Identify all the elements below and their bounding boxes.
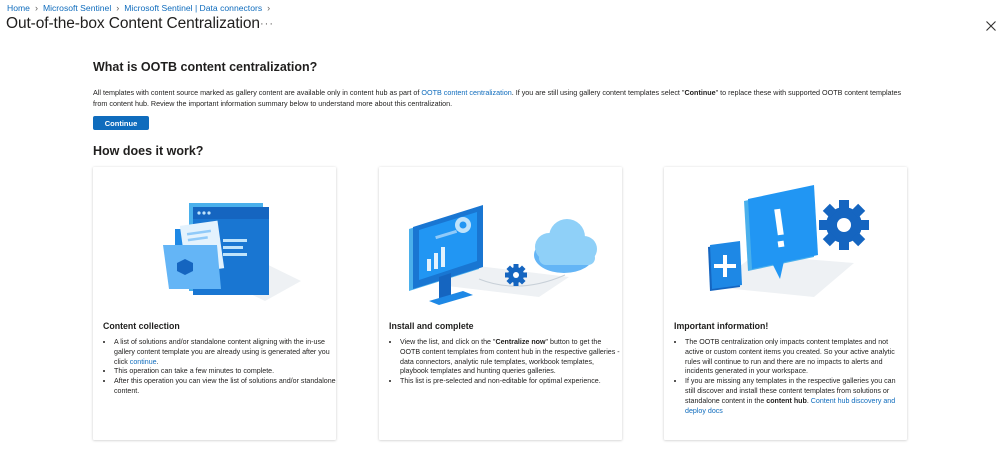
content-hub-docs-link[interactable]: Content hub discovery and deploy docs (685, 396, 896, 415)
card-title: Content collection (103, 321, 180, 331)
important-info-illustration (664, 167, 907, 317)
card-install-and-complete (379, 167, 622, 440)
card-title: Important information! (674, 321, 769, 331)
chevron-right-icon: › (267, 2, 271, 13)
list-item: • A list of solutions and/or standalone content aligning with the in-use gallery content template you are already using is generated after you click continue. (114, 338, 336, 367)
list-item: • After this operation you can view the list of solutions and/or standalone content. (114, 377, 336, 397)
breadcrumb-home[interactable]: Home (7, 3, 30, 13)
chevron-right-icon: › (116, 2, 120, 13)
intro-heading: What is OOTB content centralization? (93, 60, 318, 74)
close-icon[interactable] (984, 19, 998, 33)
breadcrumb (7, 1, 270, 15)
list-item: • View the list, and click on the "Centralize now" button to get the OOTB content templates from content hub in the respective galleries - data connectors, analytic rule templates, workbook templates, playbook templates and hunting queries galleries. (400, 338, 622, 377)
list-item: • The OOTB centralization only impacts content templates and not active or custom content items you created. So your active analytic rules will continue to run and there are no impacts to alerts and incidents generated in your workspace. (685, 338, 907, 377)
breadcrumb-data-connectors[interactable]: Microsoft Sentinel | Data connectors (124, 3, 263, 13)
page-title: Out-of-the-box Content Centralization (6, 15, 260, 32)
ootb-centralization-link[interactable]: OOTB content centralization (421, 88, 512, 97)
card-title: Install and complete (389, 321, 474, 331)
content-collection-illustration (93, 167, 336, 317)
card-bullets (389, 338, 622, 387)
main-content (93, 60, 913, 158)
continue-link[interactable]: continue (129, 357, 157, 366)
list-item: • This list is pre-selected and non-editable for optimal experience. (400, 377, 622, 387)
card-bullets (103, 338, 336, 397)
more-options-button[interactable]: ··· (260, 18, 274, 30)
card-content-collection (93, 167, 336, 440)
chevron-right-icon: › (34, 2, 38, 13)
intro-text: All templates with content source marked as gallery content are available only in content hub as part of OOTB content centralization. If you are still using gallery content templates select "Continue" to replace these with supported OOTB content templates from content hub. Review the important information summary below to understand more about this centralization. (93, 88, 902, 108)
list-item: • If you are missing any templates in the respective galleries you can still discover and install these content templates from solutions or standalone content in the content hub. Content hub discovery and deploy docs (685, 377, 907, 416)
how-heading: How does it work? (93, 144, 204, 158)
continue-button[interactable]: Continue (93, 116, 149, 130)
list-item: • This operation can take a few minutes to complete. (114, 367, 336, 377)
install-illustration (379, 167, 622, 317)
breadcrumb-microsoft-sentinel[interactable]: Microsoft Sentinel (42, 3, 112, 13)
card-bullets (674, 338, 907, 416)
card-important-information (664, 167, 907, 440)
